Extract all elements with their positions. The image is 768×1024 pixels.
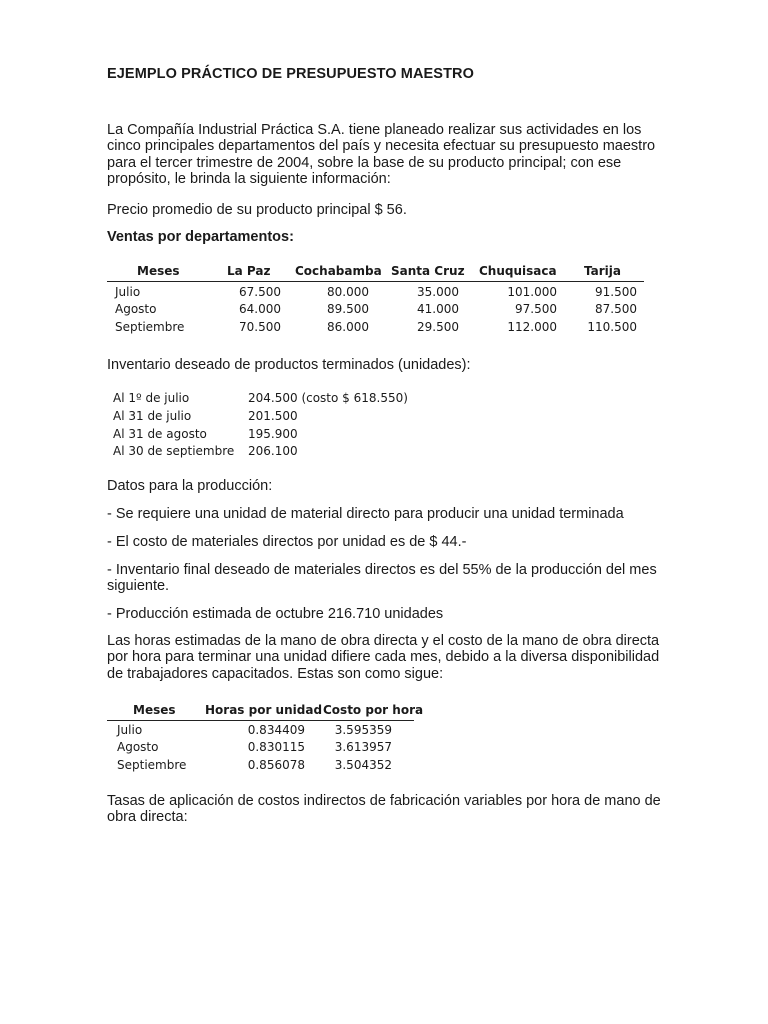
inventory-heading: Inventario deseado de productos terminados (unidades):: [107, 357, 471, 373]
list-item: [113, 409, 433, 427]
inventory-list: [113, 391, 433, 462]
table-cell: 0.856078: [247, 757, 305, 772]
production-item: [107, 606, 667, 622]
inventory-label: Al 31 de agosto: [113, 426, 207, 441]
sales-header-cell: Meses: [137, 264, 180, 278]
table-cell: 41.000: [417, 302, 459, 316]
list-item: [113, 444, 433, 462]
table-cell: 101.000: [507, 284, 557, 299]
table-row: [107, 285, 647, 303]
table-cell: Septiembre: [117, 757, 187, 772]
table-cell: Agosto: [117, 740, 159, 754]
intro-line: La Compañía Industrial Práctica S.A. tiene planeado realizar sus actividades en los: [107, 122, 642, 138]
labor-table-header: [107, 703, 424, 721]
table-row: [107, 302, 647, 320]
production-item: [107, 534, 667, 550]
table-cell: 86.000: [327, 319, 369, 334]
sales-header-cell: Santa Cruz: [391, 264, 465, 278]
labor-line: por hora para terminar una unidad difiere cada mes, debido a la diversa disponibilidad: [107, 649, 660, 666]
table-cell: 35.000: [417, 284, 459, 299]
price-line: Precio promedio de su producto principal $ 56.: [107, 202, 407, 218]
list-item: [113, 427, 433, 445]
sales-table: [107, 264, 647, 337]
table-cell: Septiembre: [115, 319, 185, 334]
production-heading: Datos para la producción:: [107, 478, 273, 494]
table-cell: 0.834409: [247, 722, 305, 737]
production-item-line: siguiente.: [107, 578, 170, 595]
labor-header-rule: [107, 720, 414, 721]
table-row: [107, 740, 417, 758]
table-row: [107, 320, 647, 338]
labor-paragraph: [107, 633, 667, 682]
table-cell: 67.500: [239, 284, 281, 299]
table-cell: 29.500: [417, 319, 459, 334]
sales-heading: Ventas por departamentos:: [107, 229, 294, 245]
inventory-value: 201.500: [248, 408, 298, 423]
table-cell: 110.500: [587, 319, 637, 334]
intro-line: cinco principales departamentos del país y necesita efectuar su presupuesto maestro: [107, 138, 656, 155]
overhead-paragraph: [107, 793, 667, 826]
table-cell: 80.000: [327, 284, 369, 299]
sales-table-header: [107, 264, 647, 282]
table-cell: 70.500: [239, 319, 281, 334]
inventory-value: 204.500 (costo $ 618.550): [248, 391, 408, 405]
table-cell: 3.504352: [334, 757, 392, 772]
production-item-line: - Se requiere una unidad de material directo para producir una unidad terminada: [107, 506, 624, 522]
table-cell: 112.000: [507, 319, 557, 334]
inventory-label: Al 1º de julio: [113, 391, 190, 405]
table-cell: 64.000: [239, 302, 281, 316]
table-cell: 97.500: [515, 302, 557, 316]
table-cell: 3.613957: [334, 740, 392, 754]
sales-header-rule: [107, 281, 644, 282]
list-item: [113, 391, 433, 409]
table-cell: 91.500: [595, 284, 637, 299]
labor-header-cell: Horas por unidad: [205, 703, 323, 717]
production-item-line: - Inventario final deseado de materiales directos es del 55% de la producción del mes: [107, 562, 657, 578]
inventory-value: 195.900: [248, 426, 298, 441]
overhead-line: Tasas de aplicación de costos indirectos de fabricación variables por hora de mano de: [107, 793, 661, 809]
inventory-label: Al 31 de julio: [113, 408, 192, 423]
table-row: [107, 723, 417, 741]
table-cell: Julio: [115, 284, 141, 299]
production-item: [107, 506, 667, 522]
labor-table: [107, 703, 424, 775]
inventory-label: Al 30 de septiembre: [113, 444, 235, 459]
labor-line: Las horas estimadas de la mano de obra directa y el costo de la mano de obra directa: [107, 633, 660, 649]
production-item-line: - Producción estimada de octubre 216.710 unidades: [107, 606, 444, 622]
inventory-value: 206.100: [248, 444, 298, 459]
table-cell: Julio: [117, 722, 143, 737]
labor-header-cell: Costo por hora: [323, 703, 424, 717]
sales-header-cell: Cochabamba: [295, 264, 382, 278]
table-cell: Agosto: [115, 302, 157, 316]
labor-header-cell: Meses: [133, 703, 176, 717]
table-row: [107, 758, 417, 776]
intro-paragraph: [107, 122, 667, 188]
table-cell: 87.500: [595, 302, 637, 316]
document-title: EJEMPLO PRÁCTICO DE PRESUPUESTO MAESTRO: [107, 66, 474, 82]
table-cell: 3.595359: [334, 722, 392, 737]
intro-line: propósito, le brinda la siguiente información:: [107, 171, 391, 188]
table-cell: 0.830115: [247, 740, 305, 754]
production-item: [107, 562, 667, 595]
production-item-line: - El costo de materiales directos por unidad es de $ 44.-: [107, 534, 467, 550]
table-cell: 89.500: [327, 302, 369, 316]
sales-header-cell: Tarija: [584, 264, 621, 278]
labor-line: de trabajadores capacitados. Estas son como sigue:: [107, 665, 444, 682]
overhead-line: obra directa:: [107, 809, 188, 826]
sales-header-cell: La Paz: [227, 264, 271, 278]
sales-header-cell: Chuquisaca: [479, 264, 557, 278]
intro-line: para el tercer trimestre de 2004, sobre la base de su producto principal; con ese: [107, 154, 622, 171]
